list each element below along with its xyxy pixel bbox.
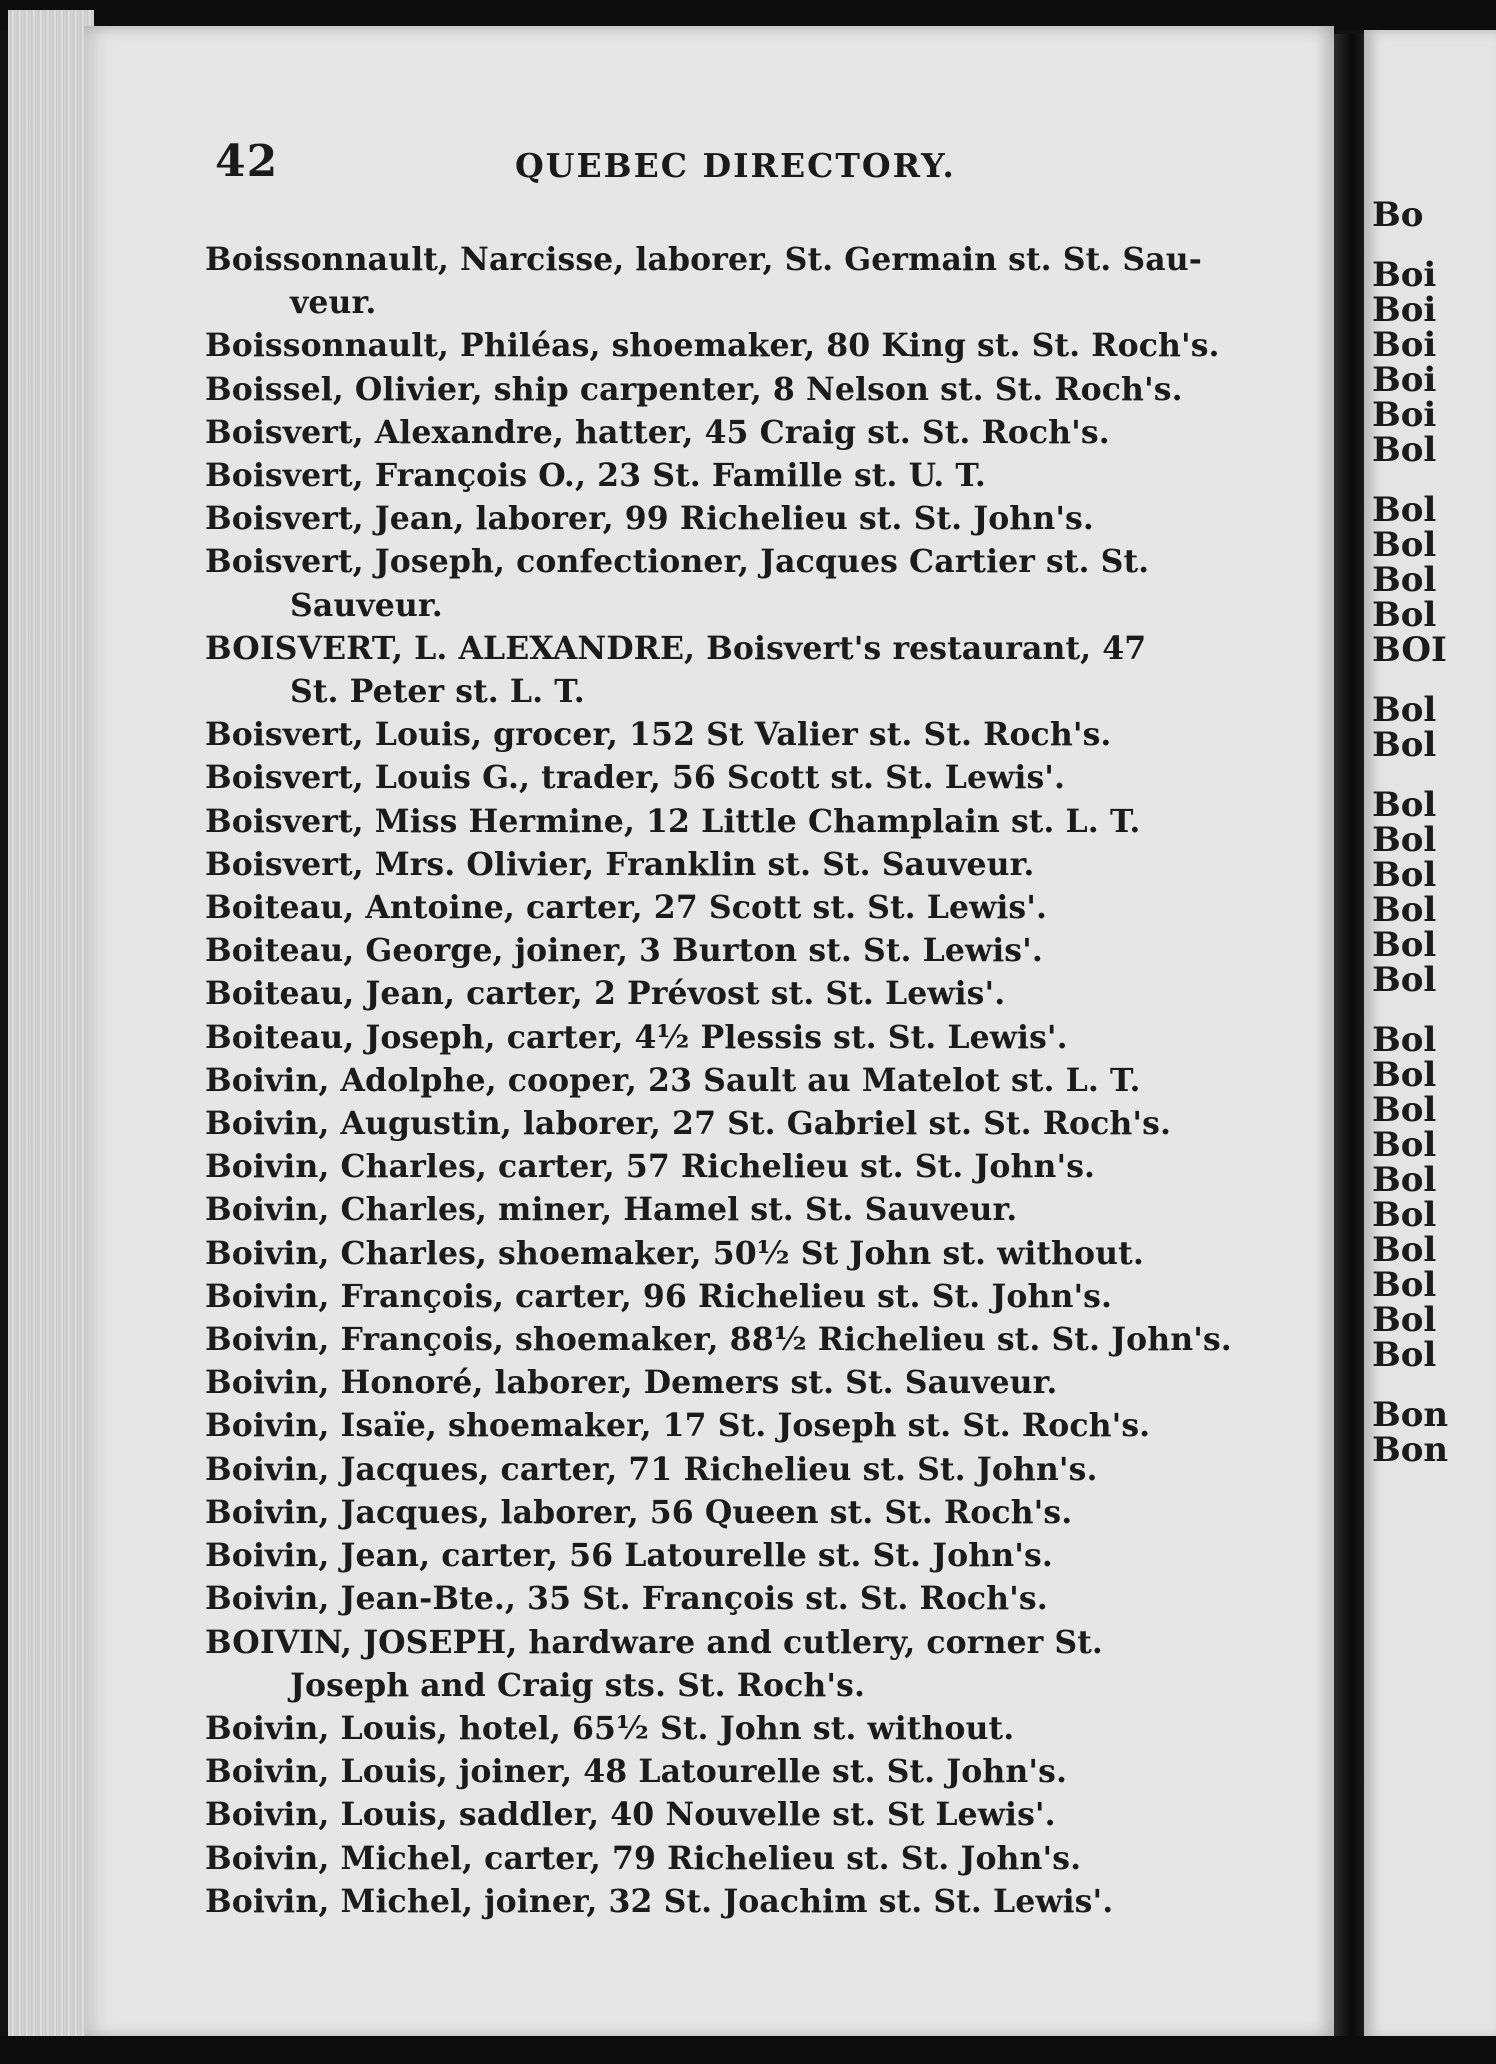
directory-entry: Boivin, Michel, joiner, 32 St. Joachim st. St. Lewis'. — [205, 1882, 1114, 1920]
right-page-fragment: Bon — [1372, 1430, 1449, 1470]
right-page-fragment: Bol — [1372, 1230, 1437, 1270]
directory-entry: BOISVERT, L. ALEXANDRE, Boisvert's restaurant, 47 St. Peter st. L. T. — [205, 629, 1147, 711]
directory-entry: Boisvert, Mrs. Olivier, Franklin st. St. Sauveur. — [205, 845, 1035, 883]
right-page-fragment: Bol — [1372, 490, 1437, 530]
directory-entry: Boisvert, Jean, laborer, 99 Richelieu st. St. John's. — [205, 500, 1094, 538]
right-page-fragment: Bol — [1372, 690, 1437, 730]
directory-entry: Boivin, Michel, carter, 79 Richelieu st. St. John's. — [205, 1839, 1082, 1877]
directory-entry: Boivin, Charles, miner, Hamel st. St. Sauveur. — [205, 1191, 1018, 1229]
directory-entry: Boivin, Louis, hotel, 65½ St. John st. without. — [205, 1709, 1015, 1747]
directory-entry: Boivin, François, shoemaker, 88½ Richelieu st. St. John's. — [205, 1321, 1232, 1359]
directory-entry: Boivin, Charles, carter, 57 Richelieu st. St. John's. — [205, 1148, 1096, 1186]
right-page-fragment: Bol — [1372, 1300, 1437, 1340]
page-edge-stack — [8, 10, 94, 2050]
directory-entry: Boissel, Olivier, ship carpenter, 8 Nelson st. St. Roch's. — [205, 370, 1183, 408]
right-page-fragment: Bol — [1372, 1125, 1437, 1165]
directory-entry: Boisvert, Louis G., trader, 56 Scott st. St. Lewis'. — [205, 759, 1066, 797]
right-page-fragment: Boi — [1372, 325, 1437, 365]
right-page-fragment: Bo — [1372, 195, 1424, 235]
right-page-fragment: Boi — [1372, 360, 1437, 400]
directory-entry: Boisvert, Joseph, confectioner, Jacques Cartier st. St. Sauveur. — [205, 543, 1150, 624]
directory-entry: Boivin, Isaïe, shoemaker, 17 St. Joseph st. St. Roch's. — [205, 1407, 1151, 1445]
page-number: 42 — [215, 136, 279, 187]
right-page-fragment: Bol — [1372, 595, 1437, 635]
directory-entry: Boissonnault, Narcisse, laborer, St. Germain st. St. Sau- veur. — [205, 241, 1202, 322]
directory-entry: Boivin, Adolphe, cooper, 23 Sault au Matelot st. L. T. — [205, 1061, 1141, 1099]
directory-entry: BOIVIN, JOSEPH, hardware and cutlery, corner St. Joseph and Craig sts. St. Roch's. — [205, 1623, 1103, 1704]
directory-entry: Boivin, Louis, joiner, 48 Latourelle st. St. John's. — [205, 1753, 1068, 1791]
right-page-fragment: Bon — [1372, 1395, 1449, 1435]
directory-entry: Boivin, Jean, carter, 56 Latourelle st. St. John's. — [205, 1537, 1053, 1575]
book-gutter — [1334, 34, 1364, 2038]
right-page-fragment: Bol — [1372, 1335, 1437, 1375]
right-page-fragment: Bol — [1372, 1265, 1437, 1305]
directory-entry: Boiteau, George, joiner, 3 Burton st. St. Lewis'. — [205, 932, 1043, 970]
right-page-fragment: Bol — [1372, 785, 1437, 825]
right-page-fragment: Bol — [1372, 1195, 1437, 1235]
directory-entry: Boivin, François, carter, 96 Richelieu st. St. John's. — [205, 1277, 1113, 1315]
right-page — [1364, 30, 1496, 2038]
page-header — [215, 136, 1265, 196]
directory-entry: Boiteau, Antoine, carter, 27 Scott st. St. Lewis'. — [205, 889, 1048, 927]
right-page-fragment: Bol — [1372, 1090, 1437, 1130]
directory-entry: Boisvert, François O., 23 St. Famille st. U. T. — [205, 457, 986, 495]
scan-border-bottom — [0, 2036, 1496, 2064]
directory-entry: Boivin, Augustin, laborer, 27 St. Gabriel st. St. Roch's. — [205, 1105, 1172, 1143]
right-page-fragment: Bol — [1372, 430, 1437, 470]
directory-entry: Boiteau, Joseph, carter, 4½ Plessis st. St. Lewis'. — [205, 1018, 1068, 1056]
right-page-fragment: Bol — [1372, 725, 1437, 765]
right-page-fragment: Bol — [1372, 820, 1437, 860]
right-page-fragment: Bol — [1372, 560, 1437, 600]
directory-entry: Boivin, Honoré, laborer, Demers st. St. Sauveur. — [205, 1364, 1058, 1402]
right-page-fragment: Boi — [1372, 290, 1437, 330]
right-page-fragment: Boi — [1372, 395, 1437, 435]
directory-entry: Boivin, Jacques, carter, 71 Richelieu st. St. John's. — [205, 1450, 1098, 1488]
running-title: QUEBEC DIRECTORY. — [515, 146, 956, 185]
right-page-fragment: Bol — [1372, 1020, 1437, 1060]
directory-entry: Boisvert, Miss Hermine, 12 Little Champlain st. L. T. — [205, 802, 1141, 840]
directory-entries — [205, 238, 1260, 1923]
right-page-fragment: Bol — [1372, 855, 1437, 895]
directory-entry: Boivin, Jacques, laborer, 56 Queen st. St. Roch's. — [205, 1493, 1073, 1531]
directory-entry: Boisvert, Alexandre, hatter, 45 Craig st. St. Roch's. — [205, 413, 1110, 451]
right-page-fragment: Boi — [1372, 255, 1437, 295]
directory-entry: Boiteau, Jean, carter, 2 Prévost st. St. Lewis'. — [205, 975, 1006, 1013]
right-page-fragment: Bol — [1372, 1160, 1437, 1200]
directory-entry: Boivin, Charles, shoemaker, 50½ St John st. without. — [205, 1234, 1144, 1272]
directory-entry: Boissonnault, Philéas, shoemaker, 80 King st. St. Roch's. — [205, 327, 1220, 365]
right-page-fragment: Bol — [1372, 960, 1437, 1000]
right-page-fragment: Bol — [1372, 925, 1437, 965]
directory-entry: Boivin, Louis, saddler, 40 Nouvelle st. St Lewis'. — [205, 1796, 1056, 1834]
right-page-fragment: BOI — [1372, 630, 1447, 670]
right-page-fragment: Bol — [1372, 890, 1437, 930]
directory-entry: Boisvert, Louis, grocer, 152 St Valier st. St. Roch's. — [205, 716, 1112, 754]
right-page-fragment: Bol — [1372, 525, 1437, 565]
directory-entry: Boivin, Jean-Bte., 35 St. François st. St. Roch's. — [205, 1580, 1048, 1618]
right-page-fragment: Bol — [1372, 1055, 1437, 1095]
